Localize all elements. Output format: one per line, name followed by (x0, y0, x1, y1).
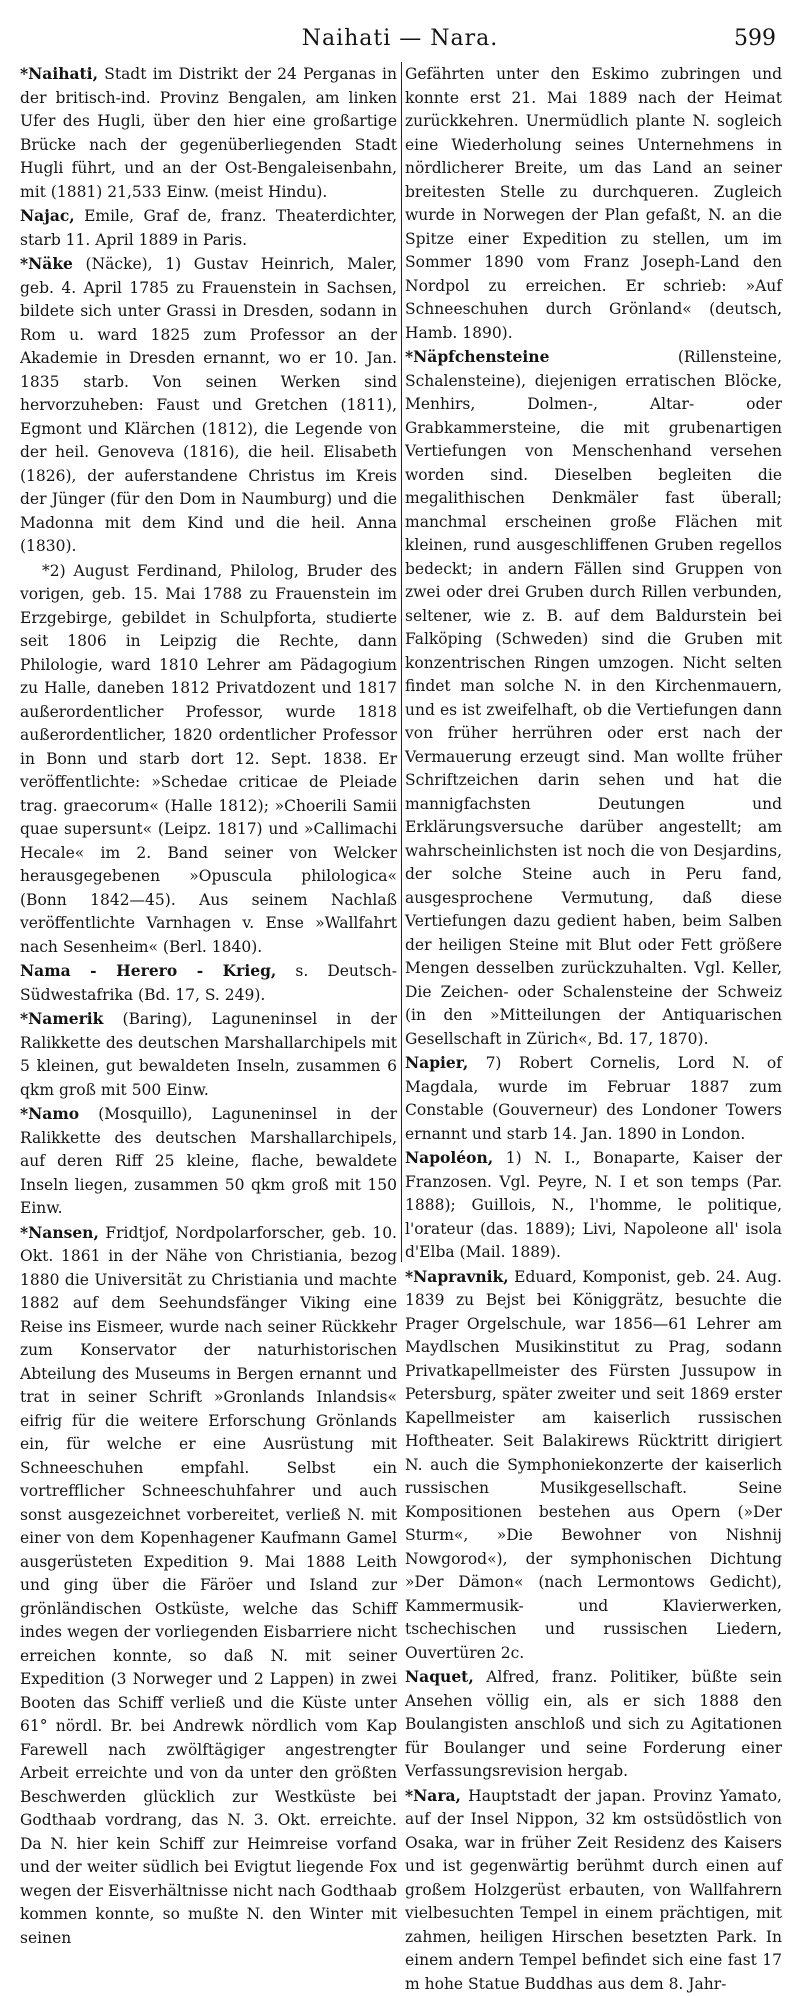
headword: *Näke (20, 254, 73, 273)
entry-text: s. Deutsch-Südwestafrika (Bd. 17, S. 249). (20, 962, 397, 1004)
headword: Naquet, (405, 1667, 474, 1686)
headword: Napier, (405, 1053, 468, 1072)
entry-napoleon (405, 1146, 782, 1265)
column-divider (401, 62, 402, 1262)
headword: *Nara, (405, 1786, 461, 1805)
entry-text: Fridtjof, Nordpolarforscher, geb. 10. Okt. 1861 in der Nähe von Christiania, bezog 1880 die Universität zu Christiania und machte 1882 auf dem Seehundsfänger Viking eine Reise ins Eismeer, wurde nach seiner Rückkehr zum Konservator der naturhistorischen Abteilung des Museums in Bergen ernannt und trat in seiner Schrift »Gronlands Inlandsis« eifrig für die weitere Erforschung Grönlands ein, für welche er eine Ausrüstung mit Schneeschuhen empfahl. Selbst ein vortrefflicher Schneeschuhfahrer und auch sonst ausgezeichnet vorbereitet, verließ N. mit einer von dem Kopenhagener Kaufmann Gamel ausgerüsteten Expedition 9. Mai 1888 Leith und ging über die Färöer und Island zur grönländischen Ostküste, welche das Schiff indes wegen der vorliegenden Eisbarriere nicht erreichen konnte, so daß N. mit seiner Expedition (3 Norweger und 2 Lappen) in zwei Booten das Schiff verließ und die Küste unter 61° nördl. Br. bei Andrewk nördlich vom Kap Farewell nach zwölftägiger angestrengter Arbeit erreichte und von da unter den größten Beschwerden glücklich zur Westküste bei Godthaab vordrang, das N. 3. Okt. erreichte. Da N. hier kein Schiff zur Heimreise vorfand und der weiter südlich bei Evigtut liegende Fox wegen der Eisverhältnisse nicht nach Godthaab kommen konnte, so mußte N. den Winter mit seinen (20, 1224, 397, 1947)
entry-text: (Baring), Lagunеninsel in der Ralikkette des deutschen Marshallarchipels mit 5 kleinen, gut bewaldeten Inseln, zusammen 6 qkm groß mit 500 Einw. (20, 1010, 397, 1099)
entry-namerik (20, 1007, 397, 1102)
entry-text: 7) Robert Cornelis, Lord N. of Magdala, wurde im Februar 1887 zum Constable (Gouverneur) des Londoner Towers ernannt und starb 14. Jan. 1890 in London. (405, 1054, 782, 1143)
headword: Nama - Herero - Krieg, (20, 961, 276, 980)
headword: *Näpfchensteine (405, 347, 549, 366)
headword: Napoléon, (405, 1148, 493, 1167)
entry-naihati (20, 62, 397, 204)
entry-namo (20, 1102, 397, 1221)
entry-naeke (20, 252, 397, 559)
headword: Najac, (20, 206, 75, 225)
entry-text: Eduard, Komponist, geb. 24. Aug. 1839 zu Bejst bei Königgrätz, besuchte die Prager Orgelschule, war 1856—61 Lehrer am Maydlschen Musikinstitut zu Prag, sodann Privatkapellmeister des Fürsten Jussupow in Petersburg, später zweiter und seit 1869 erster Kapellmeister am kaiserlich russischen Hoftheater. Seit Balakirews Rücktritt dirigiert N. auch die Symphoniekonzerte der kaiserlich russischen Musikgesellschaft. Seine Kompositionen bestehen aus Opern (»Der Sturm«, »Die Bewohner von Nishnij Nowgorod«), der symphonischen Dichtung »Der Dämon« (nach Lermontows Gedicht), Kammermusik- und Klavierwerken, tschechischen und russischen Liedern, Ouvertüren 2c. (405, 1268, 782, 1662)
text-columns (20, 62, 782, 1262)
entry-text: 1) N. I., Bonaparte, Kaiser der Franzosen. Vgl. Peyre, N. I et son temps (Par. 1888); Guillois, N., l'homme, le politique, l'orateur (das. 1889); Livi, Napoleone all' isola d'Elba (Mail. 1889). (405, 1149, 782, 1261)
headword: *Napravnik, (405, 1267, 509, 1286)
entry-text: Gefährten unter den Eskimo zubringen und konnte erst 21. Mai 1889 nach der Heimat zurückkehren. Unermüdlich plante N. sogleich eine Wiederholung seines Unternehmens in nördlicherer Breite, um das Land an seiner breitesten Stelle zu durchqueren. Zugleich wurde in Norwegen der Plan gefaßt, N. an die Spitze einer Expedition zu stellen, um im Sommer 1890 vom Franz Joseph-Land den Nordpol zu erreichen. Er schrieb: »Auf Schneeschuhen durch Grönland« (deutsch, Hamb. 1890). (405, 65, 782, 342)
entry-text: Hauptstadt der japan. Provinz Yamato, auf der Insel Nippon, 32 km ostsüdöstlich von Osaka, war in früher Zeit Residenz des Kaisers und ist gegenwärtig berühmt durch einen auf großem Holzgerüst erbauten, von Wallfahrern vielbesuchten Tempel in einem prächtigen, mit zahmen, heiligen Hirschen besetzten Park. In einem andern Tempel befindet sich eine fast 17 m hohe Statue Buddhas aus dem 8. Jahr- (405, 1787, 782, 1993)
page-number: 599 (734, 26, 776, 51)
entry-nansen-continued (405, 62, 782, 345)
entry-text: (Näcke), 1) Gustav Heinrich, Maler, geb. 4. April 1785 zu Frauenstein in Sachsen, bildete sich unter Grassi in Dresden, sodann in Rom u. ward 1825 zum Professor an der Akademie in Dresden ernannt, wo er 10. Jan. 1835 starb. Von seinen Werken sind hervorzuheben: Faust und Gretchen (1811), Egmont und Klärchen (1812), die Legende von der heil. Genoveva (1816), die heil. Elisabeth (1826), der auferstandene Christus im Kreis der Jünger (für den Dom in Naumburg) und die Madonna mit dem Kind und die heil. Anna (1830). (20, 255, 397, 555)
entry-napravnik (405, 1265, 782, 1666)
page-header (18, 22, 782, 58)
entry-text: (Rillensteine, Schalensteine), diejenigen erratischen Blöcke, Menhirs, Dolmen-, Altar- oder Grabkammersteine, die mit grubenartigen Vertiefungen von Menschenhand versehen worden sind. Dieselben begleiten die megalithischen Denkmäler fast überall; manchmal erscheinen große Flächen mit kleinen, rund ausgeschliffenen Gruben regellos bedeckt; in andern Fällen sind Gruppen von zwei oder drei Gruben durch Rillen verbunden, seltener, wie z. B. auf dem Baldurstein bei Falköping (Schweden) sind die Gruben mit konzentrischen Ringen umzogen. Nicht selten findet man solche N. in den Kirchenmauern, und es ist zweifelhaft, ob die Vertiefungen dann von früher herrühren oder erst nach der Vermauerung erzeugt sind. Man wollte früher Schriftzeichen darin sehen und hat die mannigfachsten Deutungen und Erklärungsversuche darüber angestellt; am wahrscheinlichsten ist noch die von Desjardins, der solche Steine auch in Peru fand, ausgesprochene Vermutung, daß diese Vertiefungen dazu gedient haben, beim Salben der heiligen Steine mit Blut oder Fett größere Mengen desselben zurückzuhalten. Vgl. Keller, Die Zeichen- oder Schalensteine der Schweiz (in den »Mitteilungen der Antiquarischen Gesellschaft in Zürich«, Bd. 17, 1870). (405, 348, 782, 1048)
headword: *Naihati, (20, 64, 98, 83)
entry-nama-herero-krieg (20, 959, 397, 1007)
entry-nara (405, 1784, 782, 1996)
entry-text: Alfred, franz. Politiker, büßte sein Ansehen völlig ein, als er sich 1888 den Boulangisten anschloß und sich zu Agitationen für Boulanger und seine Forderung einer Verfassungsrevision hergab. (405, 1668, 782, 1780)
entry-text: *2) August Ferdinand, Philolog, Bruder des vorigen, geb. 15. Mai 1788 zu Frauenstein im Erzgebirge, gebildet in Schulpforta, studierte seit 1806 in Leipzig die Rechte, dann Philologie, ward 1810 Lehrer am Pädagogium zu Halle, daneben 1812 Privatdozent und 1817 außerordentlicher Professor, wurde 1818 außerordentlicher, 1820 ordentlicher Professor in Bonn und starb dort 12. Sept. 1838. Er veröffentlichte: »Schedae criticae de Pleiade trag. graecorum« (Halle 1812); »Choerili Samii quae supersunt« (Leipz. 1817) und »Callimachi Hecale« im 2. Band seiner von Welcker herausgegebenen »Opuscula philologica« (Bonn 1842—45). Aus seinem Nachlaß veröffentlichte Varnhagen v. Ense »Wallfahrt nach Sesenheim« (Berl. 1840). (20, 562, 397, 956)
entry-naepfchensteine (405, 345, 782, 1051)
running-title: Naihati — Nara. (18, 26, 782, 51)
entry-text: Stadt im Distrikt der 24 Perganas in der britisch-ind. Provinz Bengalen, am linken Ufer des Hugli, über den hier eine großartige Brücke nach der gegenüberliegenden Stadt Hugli führt, und an der Ost-Bengaleisenbahn, mit (1881) 21,533 Einw. (meist Hindu). (20, 65, 397, 201)
entry-napier (405, 1051, 782, 1146)
entry-nansen (20, 1221, 397, 1951)
entry-naquet (405, 1665, 782, 1784)
entry-text: (Mosquillo), Laguneninsel in der Ralikkette des deutschen Marshallarchipels, auf deren Riff 25 kleine, flache, bewaldete Inseln liegen, zusammen 50 qkm groß mit 150 Einw. (20, 1105, 397, 1217)
entry-naeke-2 (20, 559, 397, 960)
headword: *Namo (20, 1104, 79, 1123)
entry-text: Emile, Graf de, franz. Theaterdichter, starb 11. April 1889 in Paris. (20, 207, 397, 249)
headword: *Nansen, (20, 1223, 99, 1242)
right-column (405, 62, 782, 1262)
left-column (20, 62, 397, 1262)
headword: *Namerik (20, 1009, 103, 1028)
entry-najac (20, 204, 397, 252)
